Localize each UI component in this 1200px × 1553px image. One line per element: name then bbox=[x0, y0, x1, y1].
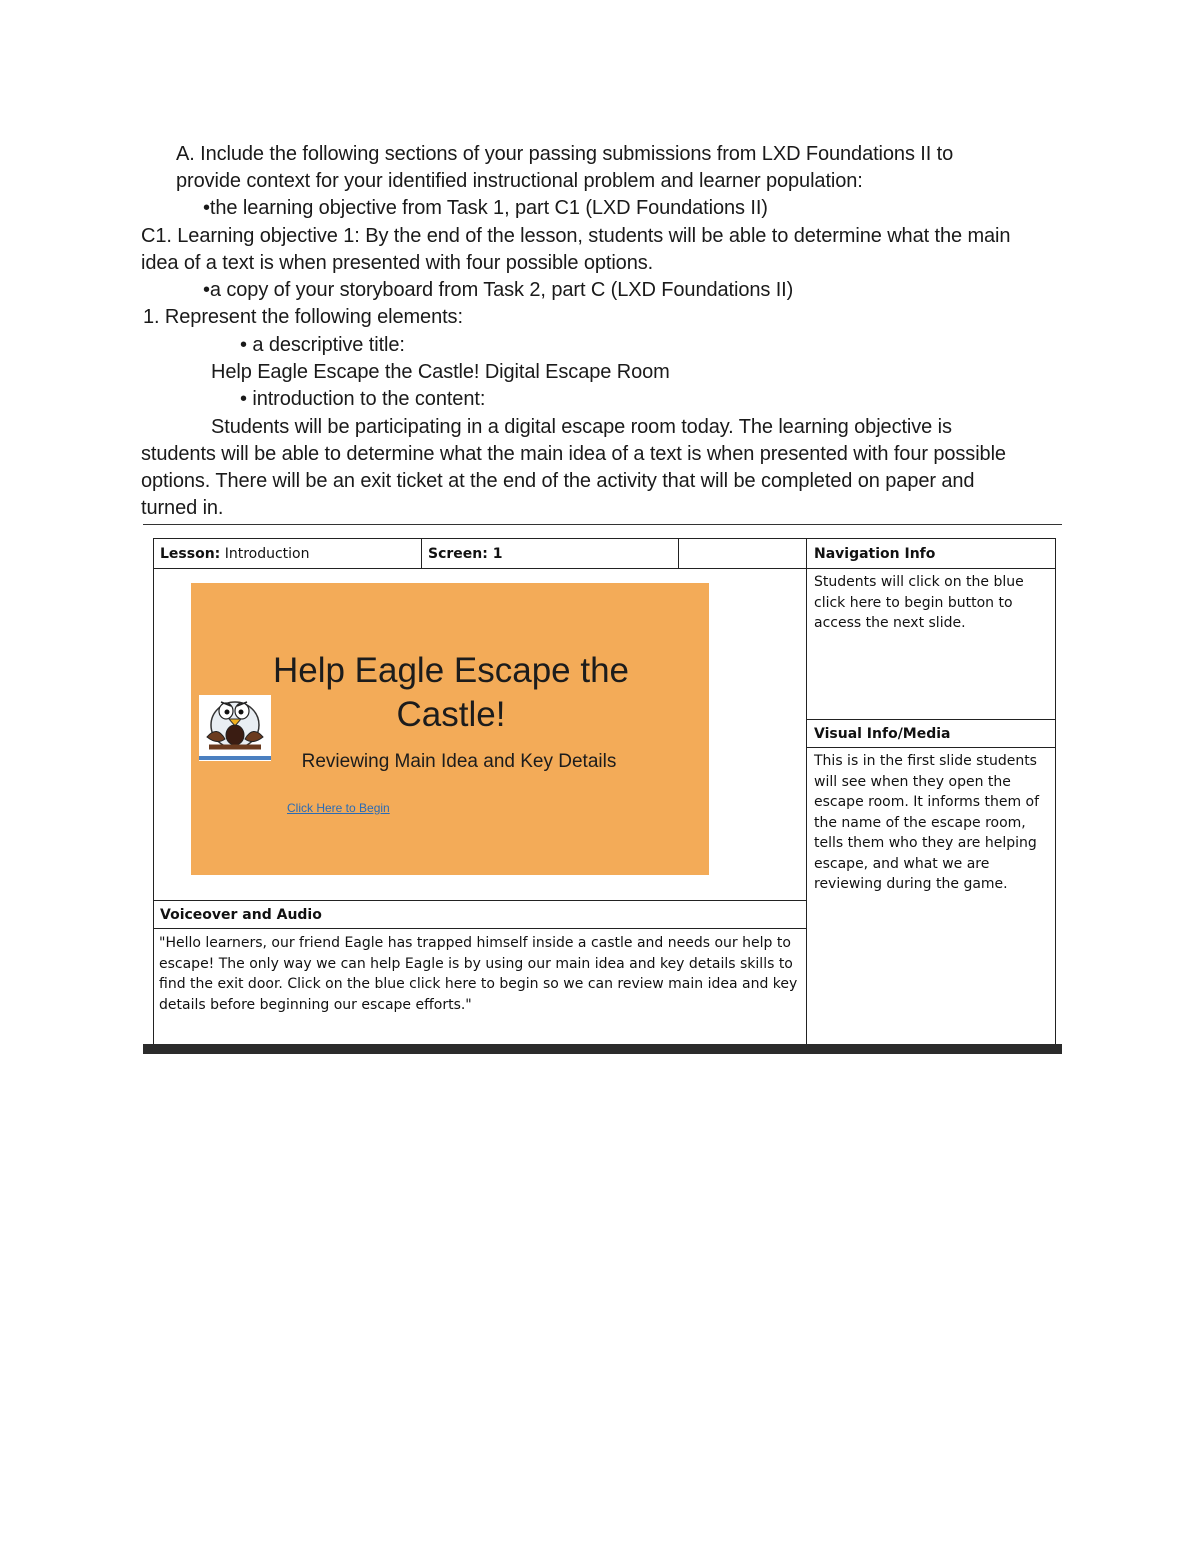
navigation-info-line: click here to begin button to bbox=[814, 594, 1013, 611]
visual-info-line: will see when they open the bbox=[814, 773, 1011, 790]
visual-info-line: the name of the escape room, bbox=[814, 814, 1026, 831]
bullet-learning-objective: •the learning objective from Task 1, part C1 (LXD Foundations II) bbox=[203, 197, 768, 219]
navigation-info-line: Students will click on the blue bbox=[814, 574, 1024, 590]
visual-info-line: escape, and what we are bbox=[814, 855, 990, 872]
section-a-line: A. Include the following sections of your passing submissions from LXD Foundations II to bbox=[176, 143, 954, 165]
visual-info-header-cell bbox=[806, 719, 1056, 748]
visual-info-text bbox=[814, 751, 1039, 895]
lesson-value: Introduction bbox=[220, 546, 310, 562]
click-here-to-begin-link[interactable]: Click Here to Begin bbox=[287, 801, 390, 815]
visual-info-header: Visual Info/Media bbox=[814, 726, 951, 742]
c1-objective-line-2: idea of a text is when presented with four possible options. bbox=[141, 252, 654, 274]
empty-header-cell bbox=[678, 538, 807, 569]
voiceover-header-cell bbox=[153, 900, 807, 929]
table-bottom-border bbox=[143, 1044, 1062, 1054]
screen-cell bbox=[421, 538, 679, 569]
visual-info-cell bbox=[806, 747, 1056, 1046]
slide-title-line-2: Castle! bbox=[396, 695, 506, 734]
slide-subtitle: Reviewing Main Idea and Key Details bbox=[301, 751, 617, 772]
intro-line-2: students will be able to determine what the main idea of a text is when presented with four possible bbox=[141, 443, 1006, 465]
intro-line-3: options. There will be an exit ticket at the end of the activity that will be completed on paper and bbox=[141, 470, 975, 492]
lesson-cell bbox=[153, 538, 422, 569]
storyboard-table bbox=[153, 538, 1056, 1046]
voiceover-line: escape! The only way we can help Eagle is by using our main idea and key details skills to bbox=[159, 955, 793, 972]
voiceover-line: details before beginning our escape efforts." bbox=[159, 996, 472, 1013]
visual-info-line: This is in the first slide students bbox=[814, 753, 1037, 769]
navigation-info-header-cell bbox=[806, 538, 1056, 569]
navigation-info-header: Navigation Info bbox=[814, 546, 936, 562]
navigation-info-line: access the next slide. bbox=[814, 615, 966, 631]
visual-info-line: escape room. It informs them of bbox=[814, 794, 1040, 810]
voiceover-header: Voiceover and Audio bbox=[160, 907, 322, 923]
navigation-info-cell bbox=[806, 568, 1056, 720]
visual-info-line: reviewing during the game. bbox=[814, 876, 1008, 892]
voiceover-line: find the exit door. Click on the blue click here to begin so we can review main idea and key bbox=[159, 976, 798, 992]
bullet-descriptive-title: • a descriptive title: bbox=[240, 334, 405, 356]
intro-line-1: Students will be participating in a digital escape room today. The learning objective is bbox=[211, 416, 952, 438]
navigation-info-text bbox=[814, 572, 1024, 634]
horizontal-rule bbox=[143, 524, 1062, 525]
c1-objective-line-1: C1. Learning objective 1: By the end of the lesson, students will be able to determine what the main bbox=[141, 225, 1011, 247]
intro-line-4: turned in. bbox=[141, 497, 224, 519]
screen-label: Screen: 1 bbox=[428, 546, 503, 562]
slide-title-line-1: Help Eagle Escape the bbox=[272, 651, 630, 690]
slide-title bbox=[221, 649, 681, 737]
visual-info-line: tells them who they are helping bbox=[814, 835, 1037, 851]
descriptive-title-value: Help Eagle Escape the Castle! Digital Escape Room bbox=[211, 361, 670, 383]
bullet-storyboard: •a copy of your storyboard from Task 2, part C (LXD Foundations II) bbox=[203, 279, 794, 301]
section-a-line-2: provide context for your identified instructional problem and learner population: bbox=[176, 170, 863, 192]
lesson-label: Lesson: bbox=[160, 546, 221, 562]
bullet-introduction: • introduction to the content: bbox=[240, 388, 486, 410]
voiceover-text bbox=[159, 933, 797, 1015]
numbered-item-1: 1. Represent the following elements: bbox=[143, 306, 463, 328]
slide-preview bbox=[191, 583, 709, 875]
voiceover-line: "Hello learners, our friend Eagle has trapped himself inside a castle and needs our help to bbox=[159, 935, 791, 951]
